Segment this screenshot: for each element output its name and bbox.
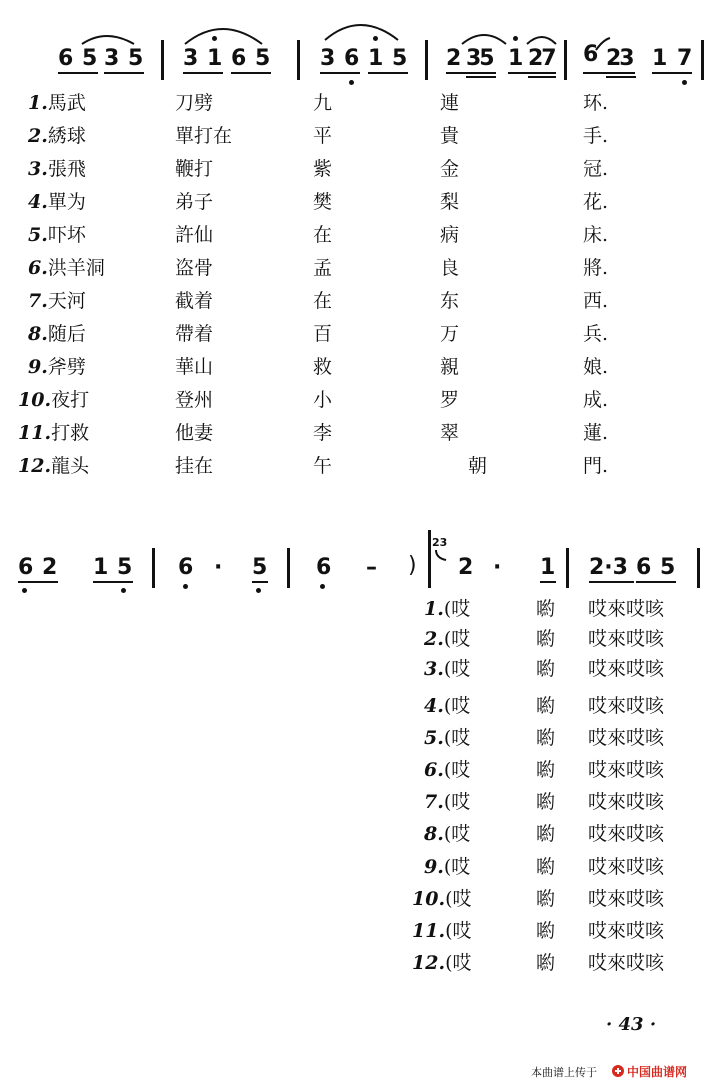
lyric-word: 龍头 [51, 455, 90, 477]
lyric-word: 环. [583, 92, 609, 114]
bar-line [152, 548, 155, 588]
note: 35 [466, 46, 493, 71]
lyric-word: 喲 [536, 727, 556, 749]
verse-number: 1. [28, 92, 48, 114]
lyric-word: (哎 [443, 658, 471, 680]
lyric-word: 成. [583, 389, 609, 411]
lyric-word: 午 [313, 455, 333, 477]
lyric-word: 喲 [536, 952, 556, 974]
note: 2 [42, 555, 58, 580]
beam-line [58, 72, 98, 74]
lyric-word: 东 [440, 290, 460, 312]
note: 6 [231, 46, 247, 71]
bar-line [697, 548, 700, 588]
beam-line [589, 581, 634, 583]
lyric-word: 喲 [536, 759, 556, 781]
beam-line [446, 72, 496, 74]
octave-dot [183, 584, 188, 589]
verse-number: 8. [28, 323, 48, 345]
verse-number: 4. [424, 695, 444, 717]
note: 2·3 [589, 555, 628, 580]
lyric-word: 哎來哎咳 [588, 628, 665, 650]
lyric-word: 娘. [583, 356, 609, 378]
lyric-word: 随后 [47, 323, 86, 345]
octave-dot [682, 80, 687, 85]
lyric-word: (哎 [443, 727, 471, 749]
verse-number: 7. [28, 290, 48, 312]
bar-line [287, 548, 290, 588]
lyric-word: 馬武 [47, 92, 86, 114]
beam-line [540, 581, 556, 583]
lyric-word: 登州 [175, 389, 214, 411]
lyric-word: 許仙 [175, 224, 214, 246]
lyric-word: 平 [313, 125, 333, 147]
note: 5 [82, 46, 98, 71]
lyric-word: 將. [583, 257, 609, 279]
note: 23 [606, 46, 633, 71]
bar-line [161, 40, 164, 80]
lyric-word: 良 [440, 257, 460, 279]
note: 1 [540, 555, 556, 580]
note: 5 [252, 555, 268, 580]
beam-line [508, 72, 556, 74]
lyric-word: 孟 [313, 257, 333, 279]
lyric-word: 截着 [175, 290, 214, 312]
verse-number: 9. [424, 856, 444, 878]
lyric-word: (哎 [443, 856, 471, 878]
verse-number: 2. [424, 628, 444, 650]
lyric-word: 貴 [440, 125, 460, 147]
lyric-word: 綉球 [47, 125, 86, 147]
note: 5 [660, 555, 676, 580]
lyric-word: 花. [583, 191, 609, 213]
lyric-word: 親 [440, 356, 460, 378]
note: 1 [207, 46, 223, 71]
lyric-word: 哎來哎咳 [588, 920, 665, 942]
page-number: · 43 · [606, 1014, 657, 1035]
lyric-word: 喲 [536, 888, 556, 910]
lyric-word: 哎來哎咳 [588, 823, 665, 845]
lyric-word: (哎 [445, 920, 472, 942]
note: · [214, 555, 223, 580]
lyric-word: 帶着 [175, 323, 214, 345]
note: 27 [528, 46, 555, 71]
lyric-word: 罗 [440, 389, 460, 411]
slur-marks [0, 0, 720, 60]
note: 1 [93, 555, 109, 580]
lyric-word: 喲 [536, 823, 556, 845]
note: 6 [178, 555, 194, 580]
bar-line [701, 40, 704, 80]
note: 5 [117, 555, 133, 580]
note: 6 [636, 555, 652, 580]
note: 6 [18, 555, 34, 580]
note: 6 [316, 555, 332, 580]
verse-number: 3. [28, 158, 48, 180]
note: 1 [368, 46, 384, 71]
lyric-word: 西. [583, 290, 609, 312]
lyric-word: 蓮. [583, 422, 609, 444]
beam-line [583, 72, 635, 74]
bar-line [428, 530, 431, 588]
lyric-word: (哎 [443, 823, 471, 845]
lyric-word: 紫 [313, 158, 333, 180]
lyric-word: (哎 [443, 759, 471, 781]
verse-number: 5. [28, 224, 48, 246]
bar-line [566, 548, 569, 588]
grace-notes: 23 [432, 536, 448, 549]
lyric-word: 朝 [468, 455, 488, 477]
lyric-word: 天河 [47, 290, 86, 312]
beam-line [636, 581, 676, 583]
lyric-word: 他妻 [175, 422, 214, 444]
beam-line [466, 76, 496, 78]
lyric-word: 喲 [536, 695, 556, 717]
beam-line [606, 76, 636, 78]
lyric-word: 喲 [536, 920, 556, 942]
lyric-word: 哎來哎咳 [588, 759, 665, 781]
lyric-word: 喲 [536, 791, 556, 813]
note: – [366, 555, 377, 580]
lyric-word: 樊 [313, 191, 333, 213]
note: 1 [508, 46, 524, 71]
lyric-word: 哎來哎咳 [588, 598, 665, 620]
verse-number: 1. [424, 598, 444, 620]
note: 6 [344, 46, 360, 71]
lyric-word: 金 [440, 158, 460, 180]
beam-line [93, 581, 133, 583]
closing-paren: ) [408, 553, 417, 578]
note: 3 [183, 46, 199, 71]
lyric-word: (哎 [443, 598, 471, 620]
lyric-word: 救 [313, 356, 333, 378]
lyric-word: 盗骨 [175, 257, 214, 279]
lyric-word: 床. [583, 224, 609, 246]
verse-number: 7. [424, 791, 444, 813]
octave-dot [320, 584, 325, 589]
verse-number: 6. [28, 257, 48, 279]
lyric-word: 手. [583, 125, 609, 147]
note: 2 [446, 46, 462, 71]
lyric-word: 門. [583, 455, 609, 477]
lyric-word: 在 [313, 290, 333, 312]
lyric-word: 兵. [583, 323, 609, 345]
lyric-word: 斧劈 [47, 356, 86, 378]
lyric-word: (哎 [443, 628, 471, 650]
lyric-word: 刀劈 [175, 92, 214, 114]
beam-line [652, 72, 692, 74]
lyric-word: 連 [440, 92, 460, 114]
lyric-word: 洪羊洞 [47, 257, 105, 279]
verse-number: 6. [424, 759, 444, 781]
note: 6 [583, 42, 599, 67]
verse-number: 2. [28, 125, 48, 147]
verse-number: 8. [424, 823, 444, 845]
lyric-word: 單打在 [175, 125, 233, 147]
beam-line [183, 72, 223, 74]
lyric-word: 打救 [51, 422, 90, 444]
lyric-word: 哎來哎咳 [588, 952, 665, 974]
verse-number: 10. [412, 888, 446, 910]
lyric-word: 在 [313, 224, 333, 246]
lyric-word: 哎來哎咳 [588, 695, 665, 717]
lyric-word: 病 [440, 224, 460, 246]
lyric-word: 喲 [536, 856, 556, 878]
note: 6 [58, 46, 74, 71]
verse-number: 12. [412, 952, 446, 974]
bar-line [297, 40, 300, 80]
lyric-word: 梨 [440, 191, 460, 213]
lyric-word: 弟子 [175, 191, 214, 213]
verse-number: 5. [424, 727, 444, 749]
octave-dot [256, 588, 261, 593]
octave-dot [121, 588, 126, 593]
lyric-word: 挂在 [175, 455, 214, 477]
lyric-word: 九 [313, 92, 333, 114]
note: 5 [128, 46, 144, 71]
lyric-word: 吓坏 [47, 224, 86, 246]
lyric-word: 冠. [583, 158, 609, 180]
beam-line [320, 72, 360, 74]
beam-line [18, 581, 58, 583]
lyric-word: 鞭打 [175, 158, 214, 180]
site-logo-icon [611, 1063, 625, 1077]
footer-site-name[interactable]: 中国曲谱网 [627, 1065, 688, 1079]
note: 2 [458, 555, 474, 580]
lyric-word: 張飛 [47, 158, 86, 180]
note: 3 [104, 46, 120, 71]
lyric-word: 百 [313, 323, 333, 345]
lyric-word: 夜打 [51, 389, 90, 411]
note: 7 [677, 46, 693, 71]
verse-number: 11. [18, 422, 52, 444]
note: 5 [255, 46, 271, 71]
lyric-word: 華山 [175, 356, 214, 378]
lyric-word: 哎來哎咳 [588, 856, 665, 878]
note: 1 [652, 46, 668, 71]
beam-line [368, 72, 408, 74]
verse-number: 11. [412, 920, 446, 942]
lyric-word: 單为 [47, 191, 86, 213]
lyric-word: 喲 [536, 658, 556, 680]
lyric-word: (哎 [445, 952, 472, 974]
verse-number: 9. [28, 356, 48, 378]
lyric-word: 小 [313, 389, 333, 411]
lyric-word: (哎 [445, 888, 472, 910]
verse-number: 3. [424, 658, 444, 680]
bar-line [425, 40, 428, 80]
note: 3 [320, 46, 336, 71]
verse-number: 12. [18, 455, 52, 477]
beam-line [104, 72, 144, 74]
lyric-word: 哎來哎咳 [588, 658, 665, 680]
beam-line [231, 72, 271, 74]
lyric-word: 哎來哎咳 [588, 888, 665, 910]
beam-line [252, 581, 268, 583]
lyric-word: 万 [440, 323, 460, 345]
note: 5 [392, 46, 408, 71]
lyric-word: (哎 [443, 695, 471, 717]
lyric-word: 哎來哎咳 [588, 791, 665, 813]
lyric-word: 喲 [536, 598, 556, 620]
verse-number: 4. [28, 191, 48, 213]
lyric-word: 翠 [440, 422, 460, 444]
grace-slur [432, 548, 452, 564]
octave-dot [22, 588, 27, 593]
beam-line [528, 76, 556, 78]
verse-number: 10. [18, 389, 52, 411]
footer-upload-text: 本曲谱上传于 [531, 1066, 597, 1079]
bar-line [564, 40, 567, 80]
lyric-word: 哎來哎咳 [588, 727, 665, 749]
lyric-word: 喲 [536, 628, 556, 650]
lyric-word: (哎 [443, 791, 471, 813]
lyric-word: 李 [313, 422, 333, 444]
octave-dot [349, 80, 354, 85]
note: · [493, 555, 502, 580]
